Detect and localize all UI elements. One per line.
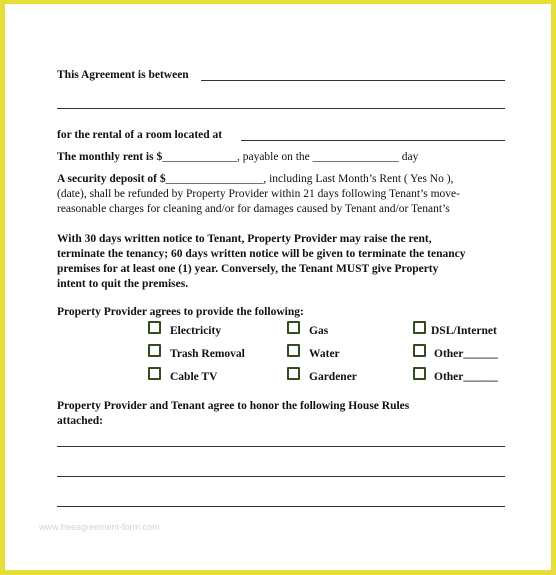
house-rules-field-2[interactable] — [57, 476, 505, 477]
notice-line-2: terminate the tenancy; 60 days written notice will be given to terminate the tenancy — [57, 248, 466, 260]
house-rules-field-1[interactable] — [57, 446, 505, 447]
document-page — [5, 4, 551, 570]
other-1-checkbox[interactable] — [413, 344, 426, 357]
house-rules-line-2: attached: — [57, 415, 103, 427]
monthly-rent-amount-field[interactable]: _____________ — [162, 151, 237, 163]
payable-day-field[interactable]: _______________ — [312, 151, 399, 163]
last-month-rent-text: , including Last Month’s Rent ( Yes No ), — [263, 173, 454, 185]
dsl-internet-label: DSL/Internet — [431, 325, 497, 337]
electricity-label: Electricity — [170, 325, 222, 337]
cable-tv-checkbox[interactable] — [148, 367, 161, 380]
water-checkbox[interactable] — [287, 344, 300, 357]
monthly-rent-label: The monthly rent is $ — [57, 151, 163, 163]
day-label: day — [401, 151, 419, 163]
charges-text: reasonable charges for cleaning and/or for damages caused by Tenant and/or Tenant’s — [57, 203, 450, 215]
refund-text: (date), shall be refunded by Property Provider within 21 days following Tenant’s move- — [57, 188, 460, 200]
notice-line-4: intent to quit the premises. — [57, 278, 189, 290]
agreement-parties-field[interactable] — [201, 80, 505, 81]
dsl-internet-checkbox[interactable] — [413, 321, 426, 334]
payable-label: , payable on the — [236, 151, 310, 163]
monthly-rent-line — [57, 150, 418, 164]
gas-label: Gas — [309, 325, 329, 337]
security-deposit-field[interactable]: _________________ — [165, 173, 264, 185]
trash-removal-checkbox[interactable] — [148, 344, 161, 357]
electricity-checkbox[interactable] — [148, 321, 161, 334]
trash-removal-label: Trash Removal — [170, 348, 245, 360]
gardener-checkbox[interactable] — [287, 367, 300, 380]
rental-location-field[interactable] — [241, 140, 505, 141]
gas-checkbox[interactable] — [287, 321, 300, 334]
house-rules-field-3[interactable] — [57, 506, 505, 507]
water-label: Water — [309, 348, 340, 360]
utilities-heading: Property Provider agrees to provide the following: — [57, 306, 304, 318]
other-2-checkbox[interactable] — [413, 367, 426, 380]
other-2-label[interactable]: Other______ — [434, 371, 498, 383]
other-1-label[interactable]: Other______ — [434, 348, 498, 360]
rental-location-label: for the rental of a room located at — [57, 129, 223, 141]
security-deposit-line — [57, 172, 453, 186]
agreement-parties-field-2[interactable] — [57, 108, 505, 109]
house-rules-line-1: Property Provider and Tenant agree to honor the following House Rules — [57, 400, 410, 412]
gardener-label: Gardener — [309, 371, 357, 383]
notice-line-1: With 30 days written notice to Tenant, Property Provider may raise the rent, — [57, 233, 432, 245]
security-deposit-label: A security deposit of $ — [57, 173, 166, 185]
notice-line-3: premises for at least one (1) year. Conversely, the Tenant MUST give Property — [57, 263, 439, 275]
agreement-between-label: This Agreement is between — [57, 69, 189, 81]
watermark: www.freeagreement-form.com — [39, 522, 160, 532]
cable-tv-label: Cable TV — [170, 371, 218, 383]
